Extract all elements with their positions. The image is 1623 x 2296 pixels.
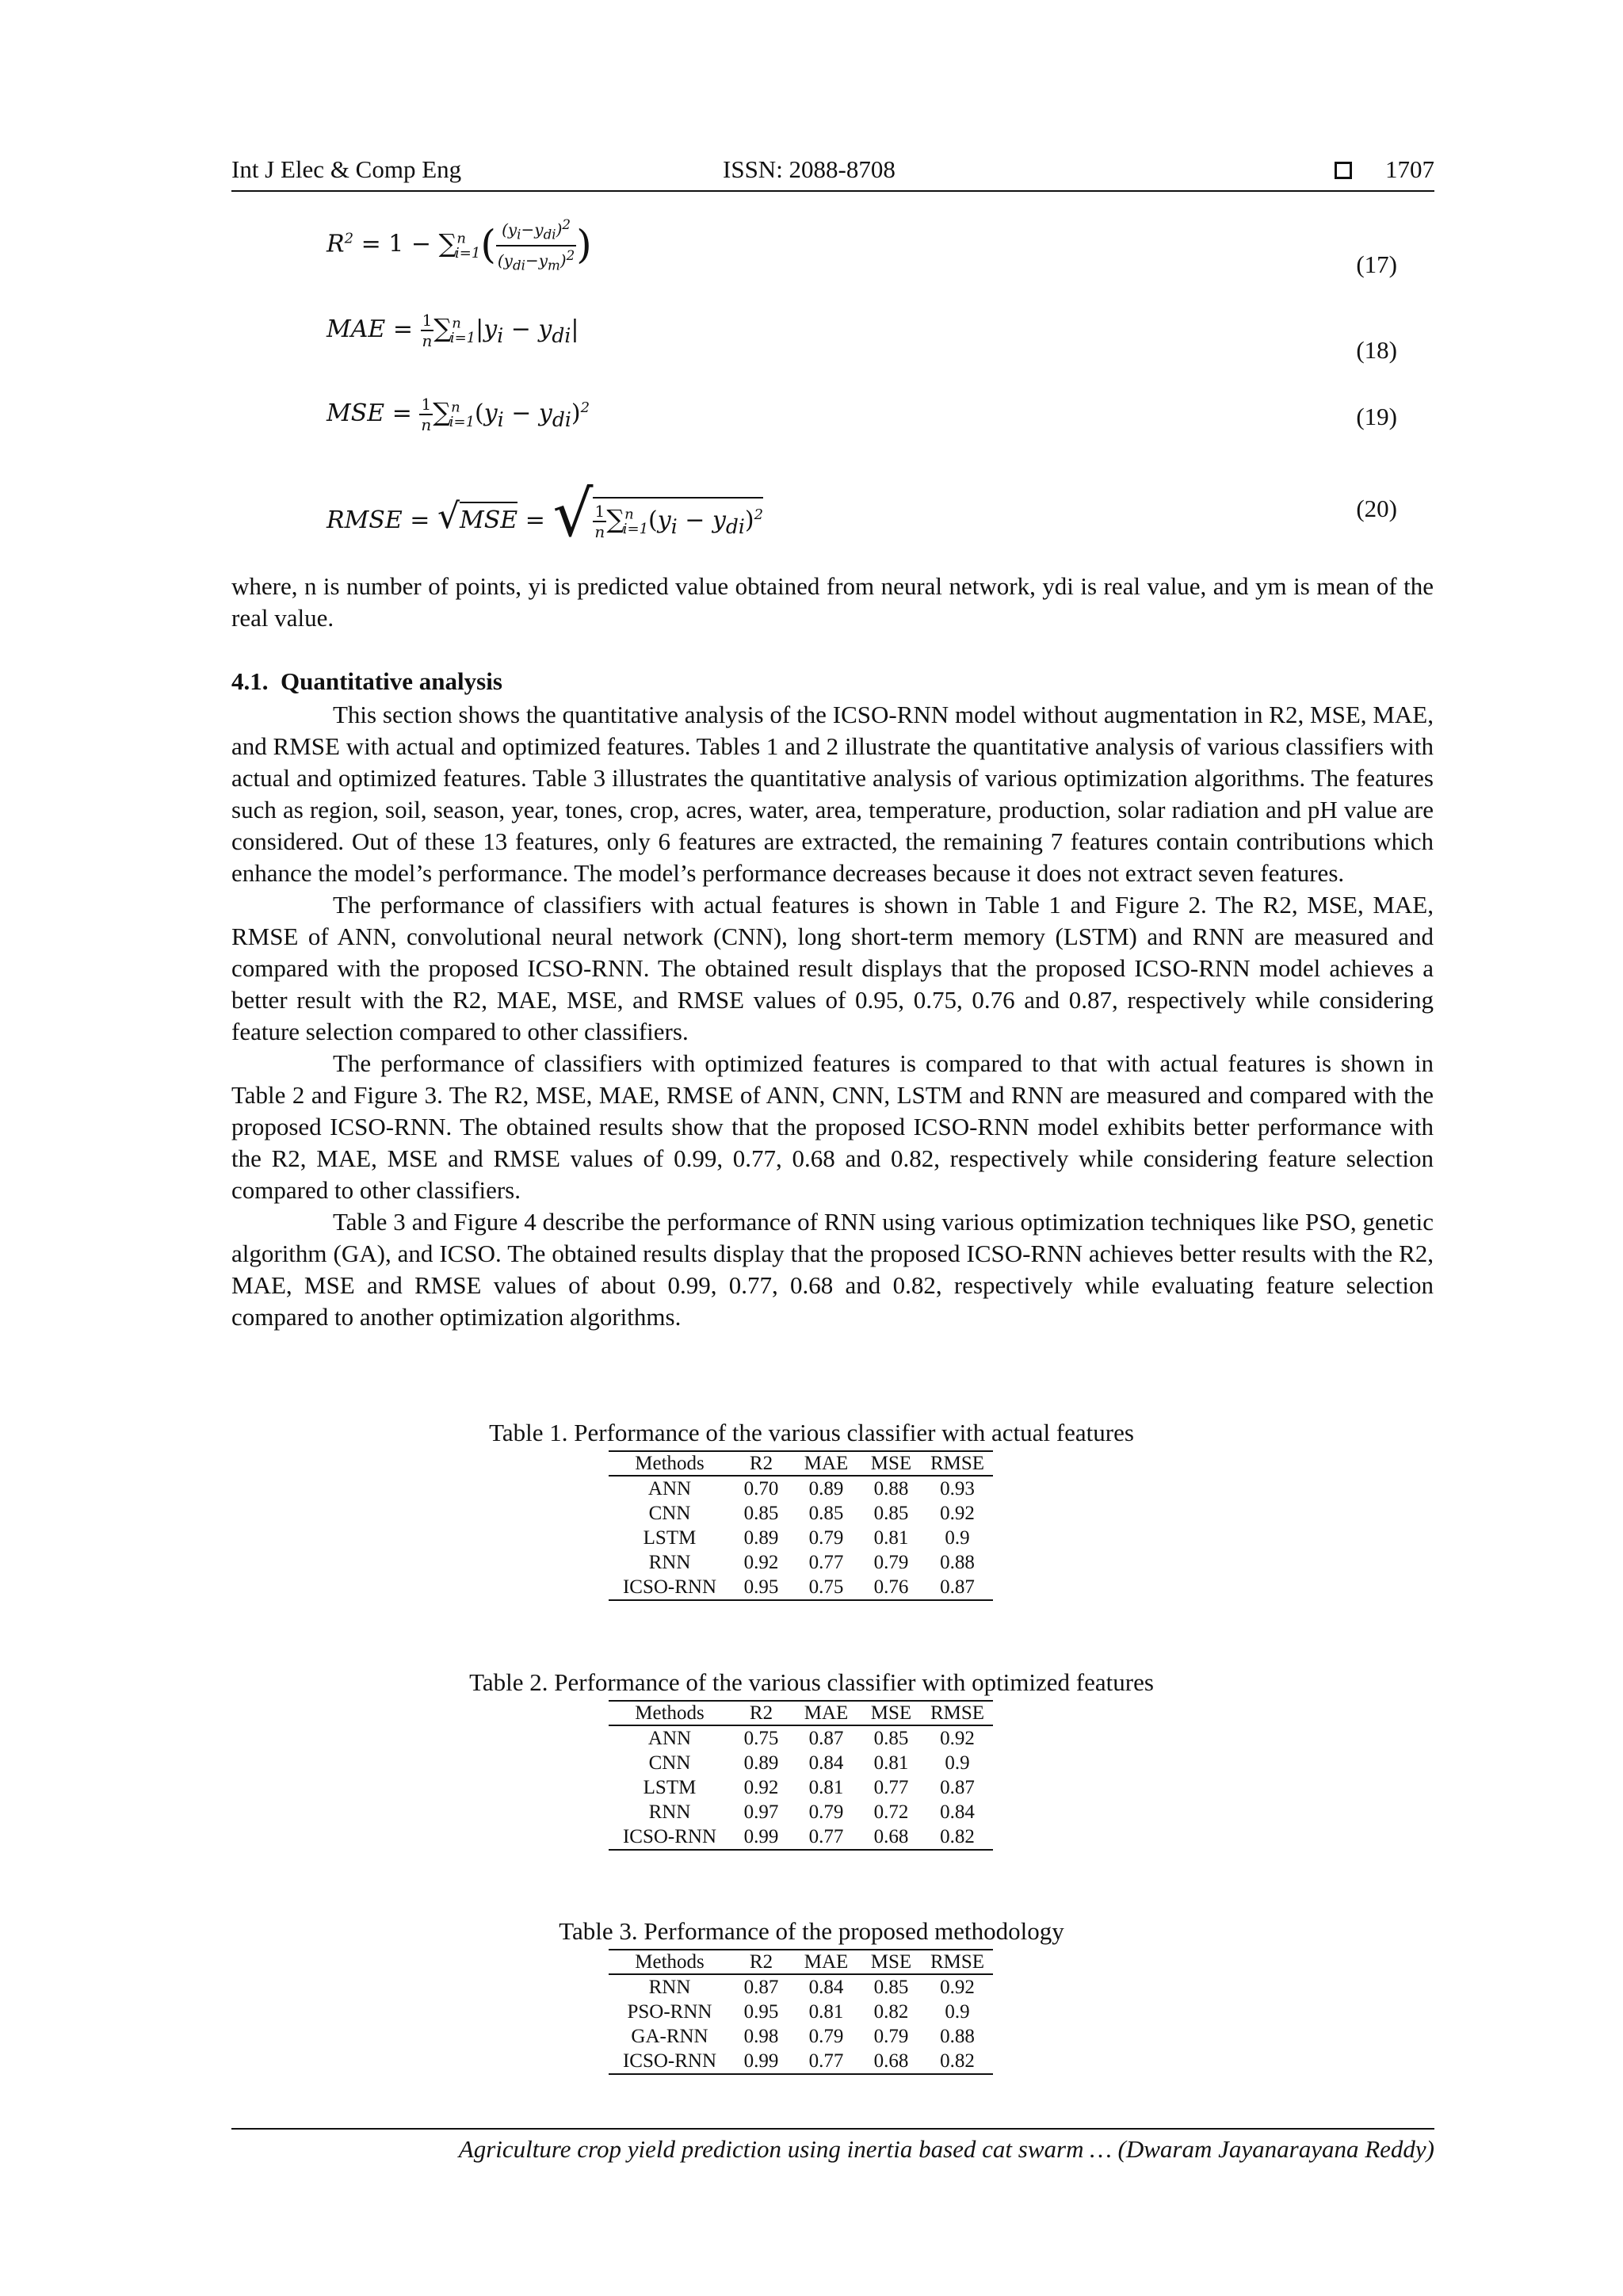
table-cell: 0.79 xyxy=(808,1526,844,1549)
table-cell: ANN xyxy=(647,1477,692,1499)
equation-20: RMSE = √MSE = √ $\frac{1}{n}$ $\sum^n_{i=1}(y_i - y_{di})^2$ xyxy=(327,477,764,551)
table-cell: 0.81 xyxy=(808,1776,844,1798)
table-cell: 0.77 xyxy=(873,1776,909,1798)
table-cell: RNN xyxy=(648,1801,691,1823)
table-cell: LSTM xyxy=(643,1526,697,1549)
table-cell: ICSO-RNN xyxy=(609,2049,731,2074)
table-cell: RNN xyxy=(648,1976,691,1998)
table-cell: 0.87 xyxy=(743,1976,779,1998)
table-cell: 0.92 xyxy=(743,1776,779,1798)
table-cell: 0.68 xyxy=(861,2049,922,2074)
table-row xyxy=(609,1824,993,1850)
table-cell: 0.87 xyxy=(940,1776,975,1798)
column-header: R2 xyxy=(731,1950,792,1974)
table-cell: 0.84 xyxy=(808,1752,844,1774)
column-header: R2 xyxy=(731,1451,792,1476)
table-cell: 0.75 xyxy=(743,1727,779,1749)
table-row xyxy=(609,2049,993,2074)
table-cell: 0.79 xyxy=(873,2025,909,2047)
section-body xyxy=(231,699,1434,1333)
where-paragraph xyxy=(231,571,1434,634)
table-cell: ICSO-RNN xyxy=(609,1824,731,1850)
table-row xyxy=(609,1751,993,1775)
table-cell: 0.9 xyxy=(945,1526,970,1549)
table-2-caption: Table 2. Performance of the various classifier with optimized features xyxy=(469,1668,1154,1696)
column-header: RMSE xyxy=(922,1950,993,1974)
section-heading: 4.1. Quantitative analysis xyxy=(231,667,502,695)
table-cell: 0.81 xyxy=(873,1526,909,1549)
column-header: Methods xyxy=(609,1950,731,1974)
column-header: RMSE xyxy=(922,1701,993,1725)
checkbox-square-icon xyxy=(1335,162,1352,179)
table-cell: 0.82 xyxy=(922,2049,993,2074)
table-row xyxy=(609,1575,993,1600)
equation-19-number: (19) xyxy=(1356,403,1397,430)
table-cell: 0.9 xyxy=(945,1752,970,1774)
table-cell: 0.99 xyxy=(731,1824,792,1850)
table-cell: 0.79 xyxy=(808,1801,844,1823)
paragraph-4: Table 3 and Figure 4 describe the performance of RNN using various optimization techniques like PSO, genetic algorithm (GA), and ICSO. The obtained results display that the proposed ICSO-RNN achieves better results with the R2, MAE, MSE and RMSE values of about 0.99, 0.77, 0.68 and 0.82, respectively while evaluating feature selection compared to another optimization algorithms. xyxy=(231,1208,1434,1331)
column-header: MSE xyxy=(861,1950,922,1974)
table-cell: 0.79 xyxy=(873,1551,909,1573)
table-row xyxy=(609,1725,993,1751)
column-header: MSE xyxy=(861,1701,922,1725)
table-cell: 0.75 xyxy=(792,1575,861,1600)
table-2 xyxy=(609,1700,993,1851)
table-cell: 0.99 xyxy=(731,2049,792,2074)
table-cell: 0.77 xyxy=(792,1824,861,1850)
table-cell: 0.82 xyxy=(873,2000,909,2023)
table-cell: 0.92 xyxy=(743,1551,779,1573)
column-header: MAE xyxy=(792,1950,861,1974)
equation-20-number: (20) xyxy=(1356,495,1397,522)
table-header-row xyxy=(609,1701,993,1725)
table-cell: 0.77 xyxy=(792,2049,861,2074)
table-3-caption: Table 3. Performance of the proposed methodology xyxy=(559,1917,1064,1945)
table-cell: 0.88 xyxy=(940,2025,975,2047)
table-header-row xyxy=(609,1451,993,1476)
table-cell: 0.81 xyxy=(873,1752,909,1774)
header-rule xyxy=(231,190,1434,192)
table-cell: 0.89 xyxy=(743,1526,779,1549)
equation-19: MSE = $\frac{1}{n}$ $\sum^n_{i=1}(y_i - y_{di})^2$ xyxy=(327,395,590,434)
column-header: R2 xyxy=(731,1701,792,1725)
footer-rule xyxy=(231,2128,1434,2130)
table-cell: 0.87 xyxy=(922,1575,993,1600)
table-cell: 0.95 xyxy=(743,2000,779,2023)
column-header: MAE xyxy=(792,1451,861,1476)
table-3 xyxy=(609,1949,993,2075)
table-cell: 0.9 xyxy=(945,2000,970,2023)
equation-17: $R^2 = 1 - \sum^n_{i=1}$( $\frac{(y_i-y_{di})^2}{(y_{di}-y_m)^2}$ ) xyxy=(327,216,592,275)
table-cell: 0.89 xyxy=(808,1477,844,1499)
column-header: Methods xyxy=(609,1701,731,1725)
paragraph-2: The performance of classifiers with actual features is shown in Table 1 and Figure 2. The R2, MSE, MAE, RMSE of ANN, convolutional neural network (CNN), long short-term memory (LSTM) and RNN are measured and compared with the proposed ICSO-RNN. The obtained result displays that the proposed ICSO-RNN model achieves a better result with the R2, MAE, MSE, and RMSE values of 0.95, 0.75, 0.76 and 0.87, respectively while considering feature selection compared to other classifiers. xyxy=(231,891,1434,1045)
table-row xyxy=(609,1974,993,2000)
page-header xyxy=(231,155,1434,190)
table-cell: 0.85 xyxy=(873,1727,909,1749)
table-cell: 0.85 xyxy=(873,1976,909,1998)
table-row xyxy=(609,1775,993,1800)
table-cell: 0.97 xyxy=(743,1801,779,1823)
table-cell: 0.92 xyxy=(940,1727,975,1749)
table-cell: ANN xyxy=(647,1727,692,1749)
column-header: MAE xyxy=(792,1701,861,1725)
paragraph-1: This section shows the quantitative analysis of the ICSO-RNN model without augmentation in R2, MSE, MAE, and RMSE with actual and optimized features. Tables 1 and 2 illustrate the quantitative analysis of various classifiers with actual and optimized features. Table 3 illustrates the quantitative analysis of various optimization algorithms. The features such as region, soil, season, year, tones, crop, acres, water, area, temperature, production, solar radiation and pH value are considered. Out of these 13 features, only 6 features are extracted, the remaining 7 features contain contributions which enhance the model’s performance. The model’s performance decreases because it does not extract seven features. xyxy=(231,701,1434,887)
table-cell: 0.68 xyxy=(861,1824,922,1850)
table-cell: 0.72 xyxy=(873,1801,909,1823)
issn: ISSN: 2088-8708 xyxy=(723,155,896,183)
table-cell: CNN xyxy=(648,1752,691,1774)
table-cell: 0.85 xyxy=(808,1502,844,1524)
table-cell: ICSO-RNN xyxy=(609,1575,731,1600)
table-cell: 0.95 xyxy=(731,1575,792,1600)
table-cell: PSO-RNN xyxy=(627,2000,712,2023)
table-cell: RNN xyxy=(648,1551,691,1573)
page-number: 1707 xyxy=(1385,155,1434,183)
table-cell: 0.77 xyxy=(808,1551,844,1573)
table-cell: 0.84 xyxy=(808,1976,844,1998)
table-cell: 0.79 xyxy=(808,2025,844,2047)
table-cell: 0.92 xyxy=(940,1976,975,1998)
running-title: Agriculture crop yield prediction using inertia based cat swarm … (Dwaram Jayanarayana Reddy) xyxy=(458,2135,1434,2163)
table-cell: 0.85 xyxy=(873,1502,909,1524)
table-cell: 0.84 xyxy=(940,1801,975,1823)
table-cell: 0.98 xyxy=(743,2025,779,2047)
table-cell: 0.82 xyxy=(922,1824,993,1850)
where-text: where, n is number of points, yi is predicted value obtained from neural network, ydi is real value, and ym is mean of the real value. xyxy=(231,572,1434,632)
table-cell: 0.85 xyxy=(743,1502,779,1524)
column-header: RMSE xyxy=(922,1451,993,1476)
table-cell: 0.70 xyxy=(743,1477,779,1499)
equation-17-number: (17) xyxy=(1356,250,1397,278)
page-number-block xyxy=(1335,155,1434,184)
column-header: Methods xyxy=(609,1451,731,1476)
table-1 xyxy=(609,1450,993,1601)
table-cell: LSTM xyxy=(643,1776,697,1798)
journal-name: Int J Elec & Comp Eng xyxy=(231,155,462,183)
equation-18: MAE = $\frac{1}{n}$ $\sum^n_{i=1}|y_i - y_{di}|$ xyxy=(327,311,579,350)
table-cell: GA-RNN xyxy=(631,2025,708,2047)
table-row xyxy=(609,2000,993,2024)
table-row xyxy=(609,1550,993,1575)
table-cell: 0.76 xyxy=(861,1575,922,1600)
table-cell: 0.88 xyxy=(940,1551,975,1573)
equation-18-number: (18) xyxy=(1356,336,1397,364)
table-row xyxy=(609,1476,993,1501)
table-cell: 0.92 xyxy=(940,1502,975,1524)
table-cell: 0.89 xyxy=(743,1752,779,1774)
table-cell: 0.88 xyxy=(873,1477,909,1499)
table-row xyxy=(609,1501,993,1526)
column-header: MSE xyxy=(861,1451,922,1476)
table-cell: 0.81 xyxy=(808,2000,844,2023)
table-row xyxy=(609,2024,993,2049)
paragraph-3: The performance of classifiers with optimized features is compared to that with actual features is shown in Table 2 and Figure 3. The R2, MSE, MAE, RMSE of ANN, CNN, LSTM and RNN are measured and compared with the proposed ICSO-RNN. The obtained results show that the proposed ICSO-RNN model exhibits better performance with the R2, MAE, MSE and RMSE values of 0.99, 0.77, 0.68 and 0.82, respectively while considering feature selection compared to other classifiers. xyxy=(231,1049,1434,1204)
table-cell: CNN xyxy=(648,1502,691,1524)
table-header-row xyxy=(609,1950,993,1974)
table-1-caption: Table 1. Performance of the various classifier with actual features xyxy=(489,1419,1134,1446)
table-row xyxy=(609,1526,993,1550)
table-cell: 0.87 xyxy=(808,1727,844,1749)
table-cell: 0.93 xyxy=(940,1477,975,1499)
table-row xyxy=(609,1800,993,1824)
